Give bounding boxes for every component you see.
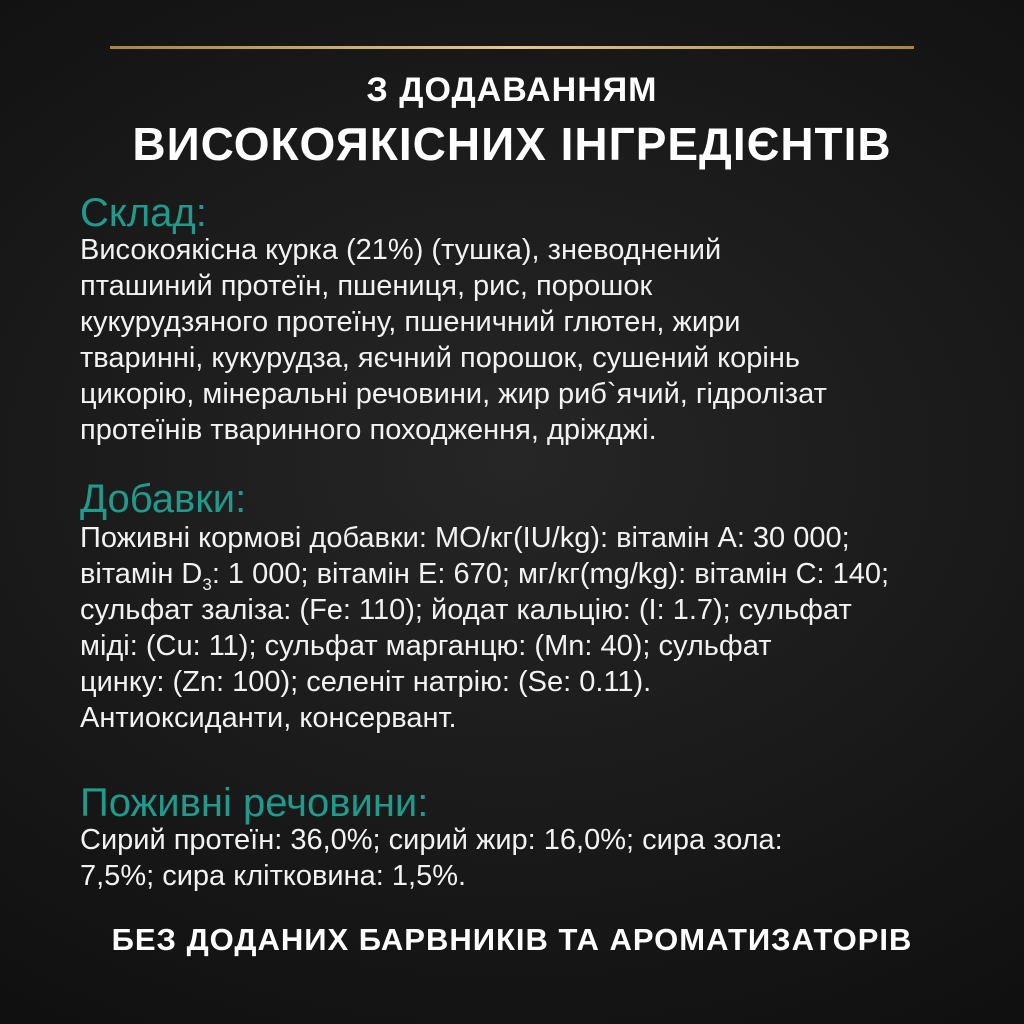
ingredients-line: тваринні, кукурудза, яєчний порошок, сушений корінь	[80, 342, 800, 374]
nutrients-title: Поживні речовини:	[80, 781, 429, 825]
additives-line: Антиоксиданти, консервант.	[80, 702, 457, 734]
header-line-2: ВИСОКОЯКІСНИХ ІНГРЕДІЄНТІВ	[132, 118, 892, 170]
ingredients-line: кукурудзяного протеїну, пшеничний глютен, жири	[80, 306, 741, 338]
additives-line2-post: : 1 000; вітамін Е: 670; мг/кг(mg/kg): вітамін С: 140;	[211, 558, 890, 590]
header-line-1: З ДОДАВАННЯМ	[366, 71, 658, 109]
ingredients-title: Склад:	[80, 191, 207, 235]
gold-divider-line	[110, 46, 914, 49]
additives-line2-pre: вітамін D	[80, 558, 203, 590]
footer-claim: БЕЗ ДОДАНИХ БАРВНИКІВ ТА АРОМАТИЗАТОРІВ	[111, 922, 913, 957]
additives-line: міді: (Cu: 11); сульфат марганцю: (Mn: 40); сульфат	[80, 630, 772, 662]
ingredients-line: Високоякісна курка (21%) (тушка), зневоднений	[80, 234, 722, 266]
nutrients-body	[80, 822, 960, 894]
additives-line: сульфат заліза: (Fe: 110); йодат кальцію: (I: 1.7); сульфат	[80, 594, 852, 626]
ingredients-body	[80, 232, 960, 448]
additives-title: Добавки:	[80, 477, 247, 521]
ingredients-line: цикорію, мінеральні речовини, жир риб`ячий, гідролізат	[80, 378, 827, 410]
ingredients-line: протеїнів тваринного походження, дріжджі.	[80, 414, 657, 446]
additives-line: Поживні кормові добавки: МО/кг(IU/kg): вітамін А: 30 000;	[80, 522, 850, 554]
nutrients-line: Сирий протеїн: 36,0%; сирий жир: 16,0%; сира зола:	[80, 824, 783, 856]
ingredients-line: пташиний протеїн, пшениця, рис, порошок	[80, 270, 653, 302]
nutrients-line: 7,5%; сира клітковина: 1,5%.	[80, 860, 467, 892]
additives-line	[80, 556, 960, 592]
additives-body	[80, 520, 960, 736]
additives-line: цинку: (Zn: 100); селеніт натрію: (Se: 0.11).	[80, 666, 652, 698]
vitamin-d-subscript: 3	[202, 574, 212, 594]
